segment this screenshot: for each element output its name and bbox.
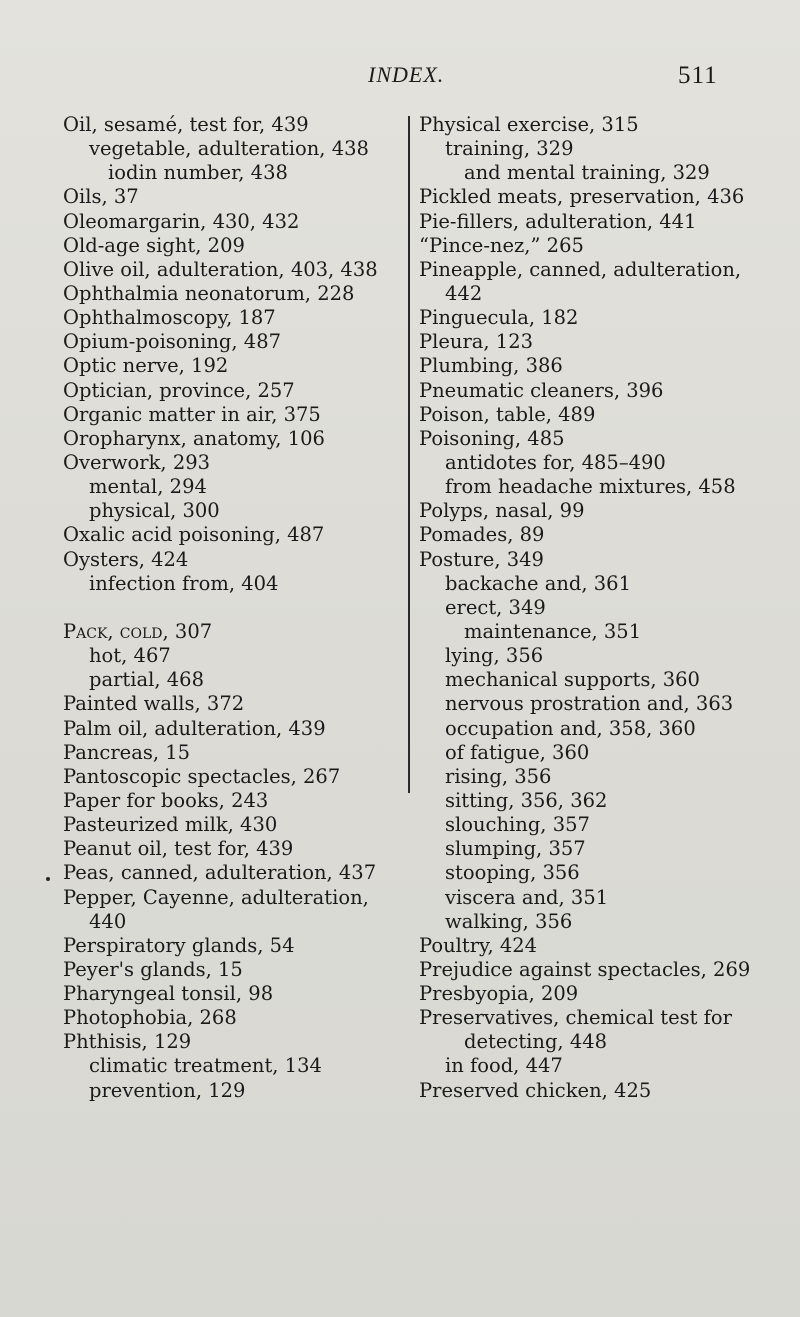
index-subentry: 440 [89, 909, 127, 933]
index-entry: Pinguecula, 182 [419, 306, 579, 330]
index-entry: Ophthalmoscopy, 187 [63, 306, 276, 330]
index-entry: Photophobia, 268 [63, 1006, 237, 1030]
index-entry: Oxalic acid poisoning, 487 [63, 523, 325, 547]
index-entry: Old-age sight, 209 [63, 233, 245, 257]
index-subentry: mechanical supports, 360 [445, 668, 700, 692]
index-entry: Painted walls, 372 [63, 692, 245, 716]
running-title: INDEX. [368, 62, 445, 87]
section-gap [63, 596, 398, 620]
index-entry: Oil, sesamé, test for, 439 [63, 113, 309, 136]
index-subentry: partial, 468 [89, 668, 204, 692]
index-entry: Palm oil, adulteration, 439 [63, 716, 326, 740]
index-entry: Pantoscopic spectacles, 267 [63, 764, 341, 788]
index-entry: Plumbing, 386 [419, 354, 563, 378]
index-subentry: viscera and, 351 [445, 885, 609, 909]
index-entry: Organic matter in air, 375 [63, 402, 321, 426]
index-column-left [63, 113, 398, 1103]
index-entry: Perspiratory glands, 54 [63, 933, 295, 957]
index-subentry: stooping, 356 [445, 861, 580, 885]
index-entry: Presbyopia, 209 [419, 982, 579, 1006]
index-subentry: 442 [445, 281, 483, 305]
column-divider [408, 116, 410, 793]
index-entry: Optic nerve, 192 [63, 354, 229, 378]
index-subentry: backache and, 361 [445, 571, 631, 595]
index-entry: Oropharynx, anatomy, 106 [63, 426, 325, 450]
index-entry: Poultry, 424 [419, 933, 538, 957]
index-entry: Oleomargarin, 430, 432 [63, 209, 300, 233]
index-subentry: lying, 356 [445, 644, 544, 668]
index-entry: Opium-poisoning, 487 [63, 330, 282, 354]
index-subentry: walking, 356 [445, 909, 573, 933]
index-subentry: erect, 349 [445, 595, 546, 619]
index-subentry: slumping, 357 [445, 837, 586, 861]
index-entry: Pomades, 89 [419, 523, 545, 547]
index-entry: Oysters, 424 [63, 547, 189, 571]
index-subentry: prevention, 129 [89, 1078, 246, 1102]
index-entry: Pasteurized milk, 430 [63, 813, 278, 837]
index-subentry: physical, 300 [89, 499, 220, 523]
index-subentry: rising, 356 [445, 764, 552, 788]
index-entry: Ophthalmia neonatorum, 228 [63, 281, 355, 305]
index-subentry: hot, 467 [89, 644, 171, 668]
index-subentry: training, 329 [445, 137, 574, 161]
index-subentry: of fatigue, 360 [445, 740, 590, 764]
ink-speck [46, 877, 50, 881]
index-subentry: slouching, 357 [445, 813, 590, 837]
index-entry: Poison, table, 489 [419, 402, 596, 426]
index-entry: Peas, canned, adulteration, 437 [63, 861, 377, 885]
page-number: 511 [678, 62, 718, 89]
index-entry: Physical exercise, 315 [419, 113, 639, 136]
index-subentry: maintenance, 351 [464, 619, 642, 643]
index-entry: Posture, 349 [419, 547, 544, 571]
index-subentry: in food, 447 [445, 1054, 563, 1078]
index-entry: Pneumatic cleaners, 396 [419, 378, 664, 402]
index-entry: Pineapple, canned, adulteration, [419, 257, 742, 281]
index-entry: Optician, province, 257 [63, 378, 295, 402]
index-entry: Pickled meats, preservation, 436 [419, 185, 745, 209]
page-header [0, 62, 800, 92]
index-entry: Pleura, 123 [419, 330, 534, 354]
index-subentry: iodin number, 438 [108, 161, 288, 185]
index-entry: Peanut oil, test for, 439 [63, 837, 294, 861]
index-entry: Phthisis, 129 [63, 1030, 192, 1054]
index-entry: Preservatives, chemical test for [419, 1006, 732, 1030]
index-subentry: occupation and, 358, 360 [445, 716, 696, 740]
index-entry: Polyps, nasal, 99 [419, 499, 585, 523]
index-entry: Paper for books, 243 [63, 788, 269, 812]
index-subentry: antidotes for, 485–490 [445, 450, 666, 474]
index-subentry: from headache mixtures, 458 [445, 475, 736, 499]
index-column-right [419, 113, 774, 1103]
index-subentry: vegetable, adulteration, 438 [89, 137, 369, 161]
index-subentry: and mental training, 329 [464, 161, 710, 185]
index-entry: Overwork, 293 [63, 450, 211, 474]
index-entry: Poisoning, 485 [419, 426, 565, 450]
index-subentry: sitting, 356, 362 [445, 788, 608, 812]
index-subentry: climatic treatment, 134 [89, 1054, 322, 1078]
index-entry: Pancreas, 15 [63, 740, 191, 764]
index-entry: Pepper, Cayenne, adulteration, [63, 885, 369, 909]
index-subentry: mental, 294 [89, 475, 207, 499]
index-subentry: infection from, 404 [89, 571, 279, 595]
index-entry: Pack, cold, 307 [63, 619, 213, 643]
index-entry: “Pince-nez,” 265 [419, 233, 584, 257]
index-subentry: nervous prostration and, 363 [445, 692, 734, 716]
index-entry: Prejudice against spectacles, 269 [419, 957, 751, 981]
index-subentry: detecting, 448 [464, 1030, 608, 1054]
index-entry: Preserved chicken, 425 [419, 1078, 652, 1102]
index-entry: Pharyngeal tonsil, 98 [63, 982, 274, 1006]
index-entry: Pie-fillers, adulteration, 441 [419, 209, 697, 233]
index-entry: Peyer's glands, 15 [63, 957, 243, 981]
index-entry: Olive oil, adulteration, 403, 438 [63, 257, 378, 281]
index-entry: Oils, 37 [63, 185, 139, 209]
